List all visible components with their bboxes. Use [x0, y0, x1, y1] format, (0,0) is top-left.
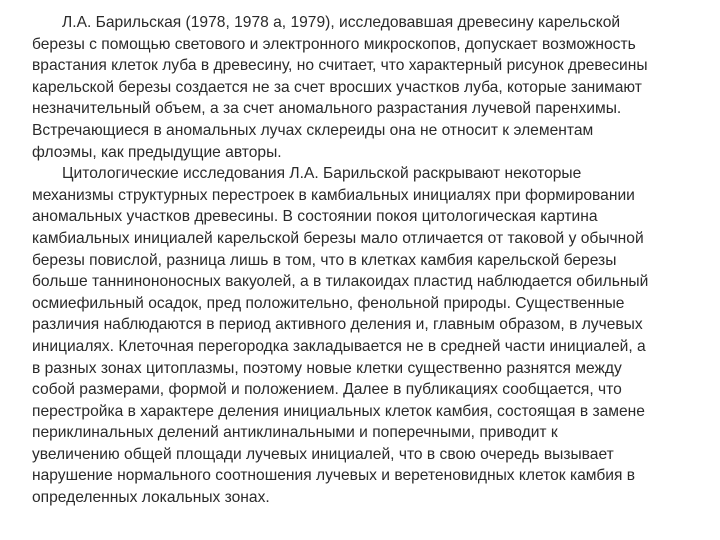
text-line: различия наблюдаются в период активного деления и, главным образом, в лучевых [32, 316, 643, 334]
paragraph-2 [32, 163, 692, 509]
document-body [32, 12, 692, 509]
text-line: березы с помощью светового и электронного микроскопов, допускает возможность [32, 35, 636, 53]
text-line: перестройка в характере деления инициальных клеток камбия, состоящая в замене [32, 402, 645, 420]
text-line: незначительный объем, а за счет аномального разрастания лучевой паренхимы. [32, 100, 622, 118]
text-line: определенных локальных зонах. [32, 489, 270, 507]
text-line: Цитологические исследования Л.А. Барильской раскрывают некоторые [62, 165, 582, 183]
text-line: периклинальных делений антиклинальными и поперечными, приводит к [32, 424, 558, 442]
text-line: инициалях. Клеточная перегородка закладывается не в средней части инициалей, а [32, 337, 646, 355]
text-line: Встречающиеся в аномальных лучах склереиды она не относит к элементам [32, 121, 594, 139]
text-line: в разных зонах цитоплазмы, поэтому новые клетки существенно разнятся между [32, 359, 622, 377]
text-line: больше таннинононосных вакуолей, а в тилакоидах пластид наблюдается обильный [32, 273, 649, 291]
text-line: врастания клеток луба в древесину, но считает, что характерный рисунок древесины [32, 57, 648, 75]
text-line: аномальных участков древесины. В состоянии покоя цитологическая картина [32, 208, 598, 226]
text-line: осмиефильный осадок, пред положительно, фенольной природы. Существенные [32, 294, 625, 312]
text-line: механизмы структурных перестроек в камбиальных инициалях при формировании [32, 186, 635, 204]
text-line: собой размерами, формой и положением. Далее в публикациях сообщается, что [32, 381, 622, 399]
text-line: увеличению общей площади лучевых инициалей, что в свою очередь вызывает [32, 445, 614, 463]
text-line: Л.А. Барильская (1978, 1978 а, 1979), исследовавшая древесину карельской [62, 14, 621, 31]
text-line: нарушение нормального соотношения лучевых и веретеновидных клеток камбия в [32, 467, 636, 485]
text-line: флоэмы, как предыдущие авторы. [32, 143, 282, 161]
text-line: карельской березы создается не за счет вросших участков луба, которые занимают [32, 78, 642, 96]
text-line: березы повислой, разница лишь в том, что в клетках камбия карельской березы [32, 251, 617, 269]
text-line: камбиальных инициалей карельской березы мало отличается от таковой у обычной [32, 229, 644, 247]
paragraph-1 [32, 12, 692, 163]
